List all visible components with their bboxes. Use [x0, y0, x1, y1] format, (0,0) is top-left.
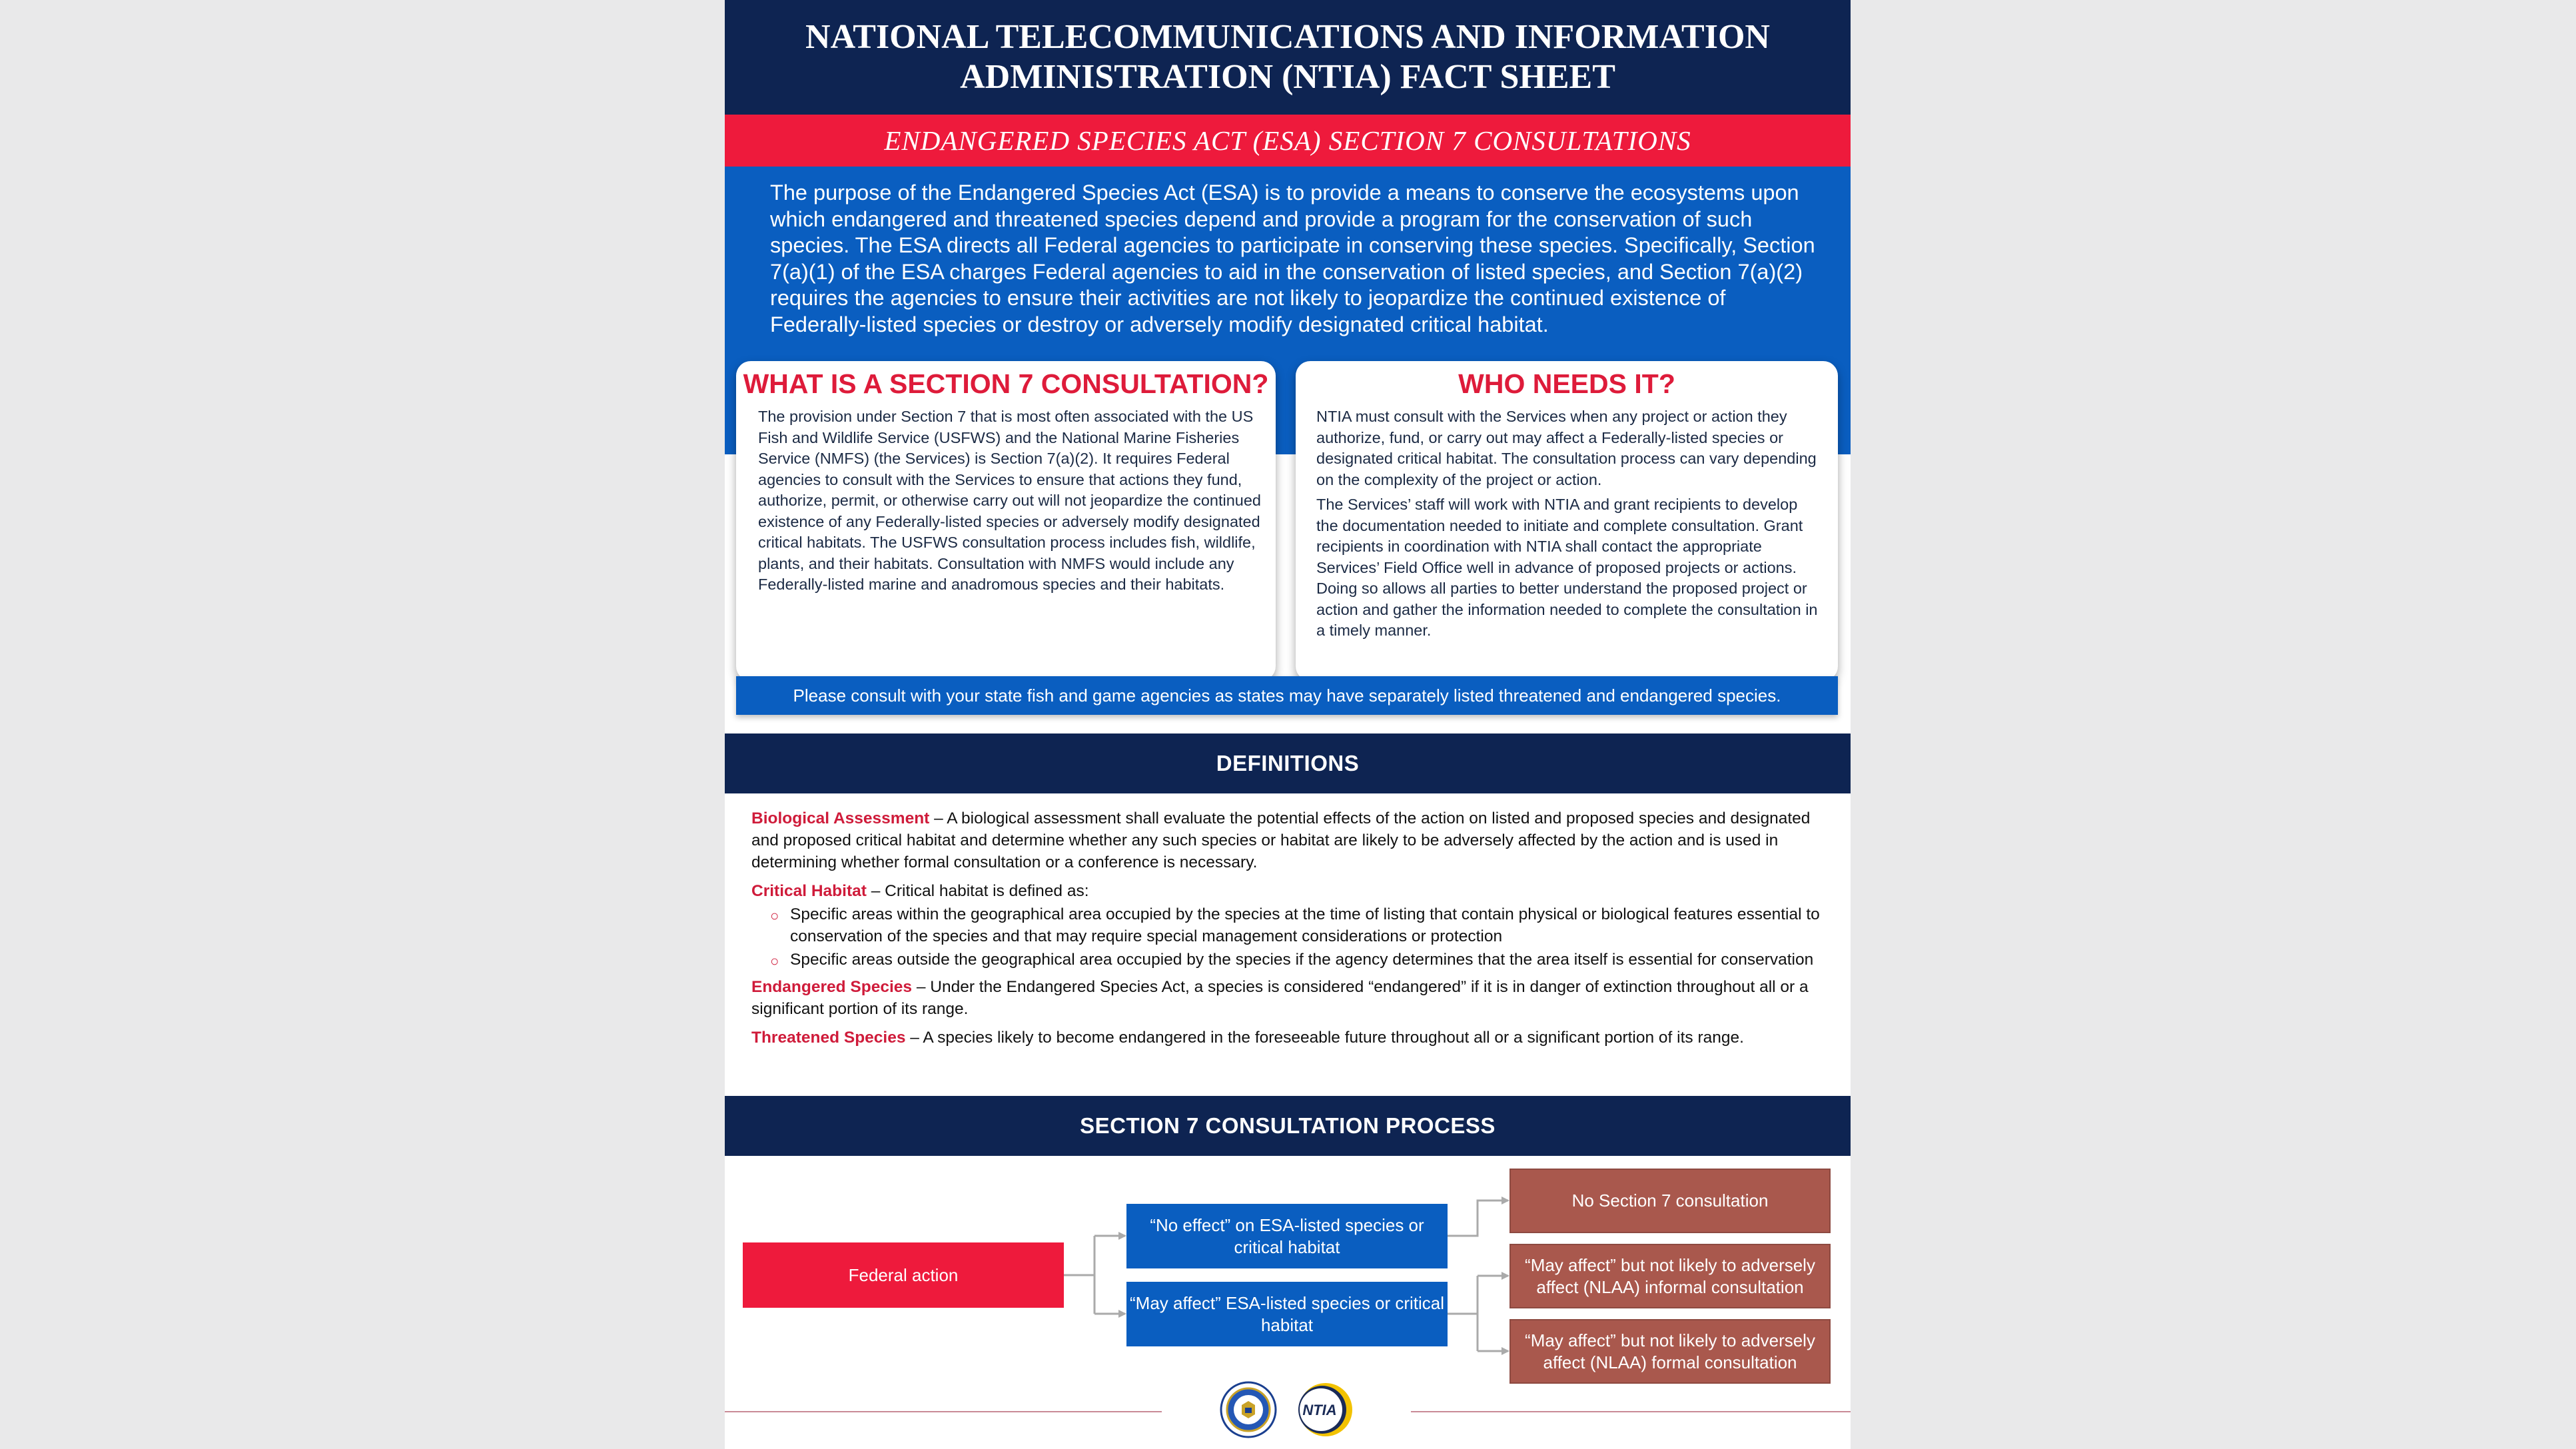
- what-is-card: [736, 361, 1276, 681]
- definitions-list: [751, 807, 1831, 1055]
- nlaa-informal-node: “May affect” but not likely to adversely affect (NLAA) informal consultation: [1509, 1244, 1831, 1308]
- definition-biological-assessment: [751, 807, 1831, 873]
- title-band: [725, 0, 1851, 115]
- ntia-logo-icon: [1297, 1381, 1354, 1438]
- connector-line: [1448, 1201, 1508, 1236]
- definition-text: – Critical habitat is defined as:: [866, 882, 1089, 900]
- definition-endangered-species: [751, 976, 1831, 1020]
- process-heading: SECTION 7 CONSULTATION PROCESS: [1080, 1113, 1496, 1138]
- who-needs-heading: WHO NEEDS IT?: [1458, 368, 1675, 399]
- definition-threatened-species: [751, 1027, 1831, 1049]
- page-title: NATIONAL TELECOMMUNICATIONS AND INFORMATION ADMINISTRATION (NTIA) FACT SHEET: [805, 18, 1770, 96]
- footer-divider: [725, 1411, 1162, 1412]
- no-effect-node: “No effect” on ESA-listed species or critical habitat: [1126, 1204, 1448, 1268]
- definitions-band: [725, 733, 1851, 793]
- who-needs-body-1: NTIA must consult with the Services when any project or action they authorize, fund, or carry out may affect a Federally-listed species or designated critical habitat. The consultation process can vary depending on the complexity of the project or action.: [1316, 408, 1817, 488]
- list-item-text: Specific areas outside the geographical area occupied by the species if the agency determines that the area itself is essential for conservation: [790, 951, 1814, 969]
- footer-divider: [1411, 1411, 1851, 1412]
- page-subtitle: ENDANGERED SPECIES ACT (ESA) SECTION 7 CONSULTATIONS: [884, 125, 1691, 156]
- state-agencies-notice: [736, 676, 1838, 715]
- definition-text: – Under the Endangered Species Act, a species is considered “endangered” if it is in danger of extinction throughout all or a significant portion of its range.: [751, 978, 1809, 1018]
- definitions-heading: DEFINITIONS: [1216, 751, 1360, 775]
- who-needs-card: [1296, 361, 1838, 681]
- commerce-seal-icon: [1220, 1381, 1277, 1438]
- may-affect-node: “May affect” ESA-listed species or critical habitat: [1126, 1282, 1448, 1346]
- nlaa-formal-node: “May affect” but not likely to adversely affect (NLAA) formal consultation: [1509, 1319, 1831, 1384]
- definition-term: Endangered Species: [751, 978, 913, 996]
- no-consultation-node: No Section 7 consultation: [1509, 1169, 1831, 1233]
- fact-sheet-page: [725, 0, 1851, 1449]
- subtitle-band: [725, 115, 1851, 167]
- federal-action-node: Federal action: [743, 1242, 1064, 1308]
- notice-text: Please consult with your state fish and game agencies as states may have separately listed threatened and endangered species.: [793, 685, 1781, 706]
- definition-term: Threatened Species: [751, 1029, 906, 1047]
- what-is-body: The provision under Section 7 that is most often associated with the US Fish and Wildlife Service (USFWS) and the National Marine Fisheries Service (NMFS) (the Services) is Section 7(a)(2). It requires Federal agencies to consult with the Services to ensure that actions they fund, authorize, permit, or otherwise carry out will not jeopardize the continued existence of any Federally-listed species or adversely modify designated critical habitats. The USFWS consultation process includes fish, wildlife, plants, and their habitats. Consultation with NMFS would include any Federally-listed marine and anadromous species and their habitats.: [758, 408, 1261, 593]
- list-item: [770, 949, 1831, 971]
- definition-term: Critical Habitat: [751, 882, 867, 900]
- circle-bullet-icon: ○: [770, 907, 779, 924]
- definition-text: – A species likely to become endangered in the foreseeable future throughout all or a significant portion of its range.: [905, 1029, 1744, 1047]
- list-item: [770, 903, 1831, 947]
- definition-critical-habitat: [751, 880, 1831, 902]
- critical-habitat-items: [751, 903, 1831, 971]
- what-is-heading: WHAT IS A SECTION 7 CONSULTATION?: [743, 368, 1269, 399]
- process-band: [725, 1096, 1851, 1156]
- definition-term: Biological Assessment: [751, 809, 930, 827]
- consultation-flowchart: [725, 1159, 1851, 1399]
- circle-bullet-icon: ○: [770, 953, 779, 969]
- definition-text: – A biological assessment shall evaluate the potential effects of the action on listed and proposed species and designated and proposed critical habitat and determine whether any such species or habitat are likely to be adversely affected by the action and is used in determining whether formal consultation or a conference is necessary.: [751, 809, 1811, 871]
- list-item-text: Specific areas within the geographical area occupied by the species at the time of listing that contain physical or biological features essential to conservation of the species and that may require special management considerations or protection: [790, 905, 1820, 945]
- who-needs-body-2: The Services’ staff will work with NTIA and grant recipients to develop the documentation needed to initiate and complete consultation. Grant recipients in coordination with NTIA shall contact the appropriate Services’ Field Office well in advance of proposed projects or actions. Doing so allows all parties to better understand the proposed project or action and gather the information needed to complete the consultation in a timely manner.: [1316, 496, 1818, 639]
- ntia-logo-text: NTIA: [1302, 1402, 1337, 1418]
- intro-paragraph: The purpose of the Endangered Species Act (ESA) is to provide a means to conserve the ecosystems upon which endangered and threatened species depend and provide a program for the conservation of such species. The ESA directs all Federal agencies to participate in conserving these species. Specifically, Section 7(a)(1) of the ESA charges Federal agencies to aid in the conservation of listed species, and Section 7(a)(2) requires the agencies to ensure their activities are not likely to jeopardize the continued existence of Federally-listed species or destroy or adversely modify designated critical habitat.: [770, 181, 1815, 336]
